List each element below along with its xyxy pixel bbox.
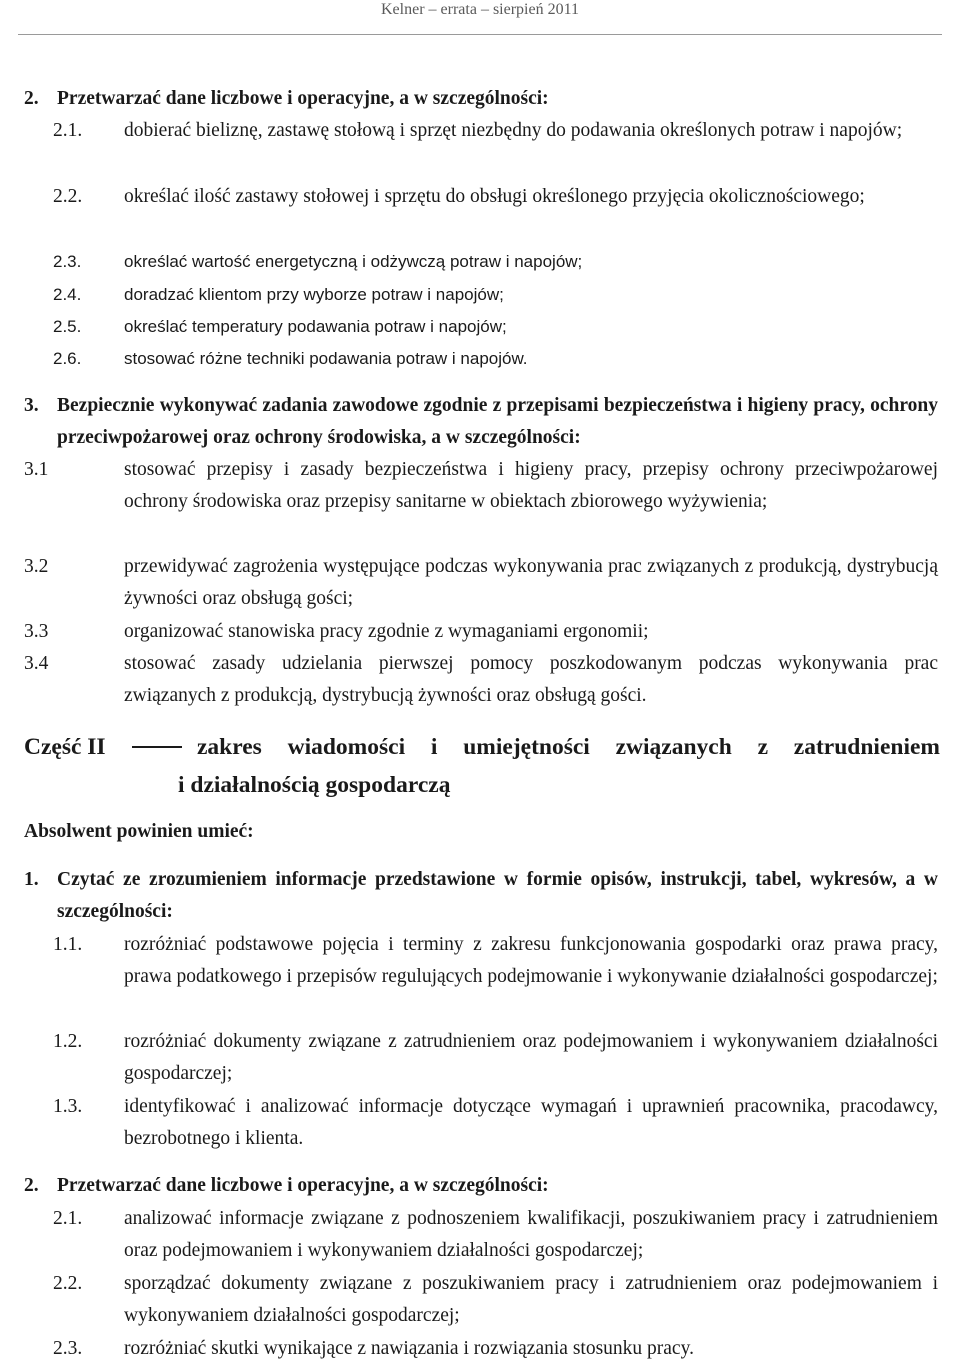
item-text: identyfikować i analizować informacje dotyczące wymagań i uprawnień pracownika, pracodawcy, bezrobotnego i klienta.	[124, 1096, 938, 1149]
item-number: 2.2.	[53, 186, 83, 207]
item-number: 1.3.	[53, 1096, 83, 1117]
item-text: określać temperatury podawania potraw i napojów;	[124, 317, 507, 336]
list-item	[24, 246, 938, 278]
item-number: 3.3	[24, 621, 49, 642]
item-number: 2.4.	[53, 285, 82, 304]
list-item	[24, 343, 938, 375]
list-item	[24, 1091, 938, 1155]
section-number: 3.	[24, 395, 39, 416]
item-text: organizować stanowiska pracy zgodnie z wymaganiami ergonomii;	[124, 621, 649, 642]
item-text: dobierać bieliznę, zastawę stołową i sprzęt niezbędny do podawania określonych potraw i napojów;	[124, 120, 903, 141]
absolwent-heading: Absolwent powinien umieć:	[24, 821, 254, 842]
item-text: sporządzać dokumenty związane z poszukiwaniem pracy i zatrudnieniem oraz podejmowaniem i wykonywaniem działalności gospodarczej;	[124, 1273, 938, 1326]
list-item	[24, 551, 938, 615]
item-text: stosować zasady udzielania pierwszej pomocy poszkodowanym podczas wykonywania prac związanych z produkcją, dystrybucją żywności oraz obsługą gości.	[124, 653, 938, 706]
list-item	[24, 181, 938, 213]
item-text: określać wartość energetyczną i odżywczą potraw i napojów;	[124, 252, 583, 271]
item-number: 3.2	[24, 556, 49, 577]
list-item	[24, 1203, 938, 1267]
item-text: rozróżniać dokumenty związane z zatrudnieniem oraz podejmowaniem i wykonywaniem działalności gospodarczej;	[124, 1031, 938, 1084]
item-number: 2.3.	[53, 1338, 83, 1359]
section-title: Czytać ze zrozumieniem informacje przedstawione w formie opisów, instrukcji, tabel, wykresów, a w szczególności:	[57, 869, 938, 922]
item-text: przewidywać zagrożenia występujące podczas wykonywania prac związanych z produkcją, dystrybucją żywności oraz obsługą gości;	[124, 556, 938, 609]
item-number: 2.5.	[53, 317, 82, 336]
item-text: rozróżniać skutki wynikające z nawiązania i rozwiązania stosunku pracy.	[124, 1338, 694, 1359]
section-3-heading	[24, 390, 938, 454]
item-text: doradzać klientom przy wyborze potraw i napojów;	[124, 285, 504, 304]
section-number: 1.	[24, 869, 39, 890]
header-rule	[18, 34, 942, 35]
item-text: określać ilość zastawy stołowej i sprzętu do obsługi określonego przyjęcia okolicznościowego;	[124, 186, 865, 207]
list-item	[24, 115, 938, 147]
item-number: 2.2.	[53, 1273, 83, 1294]
item-text: stosować różne techniki podawania potraw i napojów.	[124, 349, 528, 368]
item-number: 1.2.	[53, 1031, 83, 1052]
item-text: rozróżniać podstawowe pojęcia i terminy z zakresu funkcjonowania gospodarki oraz prawa pracy, prawa podatkowego i przepisów regulujących podejmowanie i wykonywanie działalności gospodarczej;	[124, 934, 938, 987]
running-header: Kelner – errata – sierpień 2011	[381, 1, 579, 18]
section-title: Przetwarzać dane liczbowe i operacyjne, a w szczególności:	[57, 1175, 549, 1196]
item-number: 3.1	[24, 459, 49, 480]
section-title: Przetwarzać dane liczbowe i operacyjne, a w szczególności:	[57, 88, 549, 109]
list-item	[24, 279, 938, 311]
section-number: 2.	[24, 88, 39, 109]
list-item	[24, 311, 938, 343]
item-number: 2.1.	[53, 1208, 83, 1229]
item-number: 3.4	[24, 653, 49, 674]
item-number: 2.6.	[53, 349, 82, 368]
part-label: Część II	[24, 734, 106, 760]
section-1-heading	[24, 864, 938, 928]
list-item	[24, 929, 938, 993]
item-number: 2.1.	[53, 120, 83, 141]
section-2b-heading	[24, 1170, 938, 1202]
list-item	[24, 1333, 938, 1365]
part-title-line-2: i działalnością gospodarczą	[178, 772, 451, 798]
item-number: 2.3.	[53, 252, 82, 271]
list-item	[24, 616, 938, 648]
list-item	[24, 1026, 938, 1090]
section-number: 2.	[24, 1175, 39, 1196]
item-text: analizować informacje związane z podnoszeniem kwalifikacji, poszukiwaniem pracy i zatrudnieniem oraz podejmowaniem i wykonywaniem działalności gospodarczej;	[124, 1208, 938, 1261]
list-item	[24, 1268, 938, 1332]
part-title-line-1: zakres wiadomości i umiejętności związanych z zatrudnieniem	[197, 734, 940, 760]
section-title: Bezpiecznie wykonywać zadania zawodowe zgodnie z przepisami bezpieczeństwa i higieny pracy, ochrony przeciwpożarowej oraz ochrony środowiska, a w szczególności:	[57, 395, 938, 448]
item-text: stosować przepisy i zasady bezpieczeństwa i higieny pracy, przepisy ochrony przeciwpożarowej ochrony środowiska oraz przepisy sanitarne w obiektach zbiorowego wyżywienia;	[124, 459, 938, 512]
item-number: 1.1.	[53, 934, 83, 955]
list-item	[24, 648, 938, 712]
section-2-heading	[24, 83, 938, 115]
em-dash	[132, 746, 182, 748]
list-item	[24, 454, 938, 518]
